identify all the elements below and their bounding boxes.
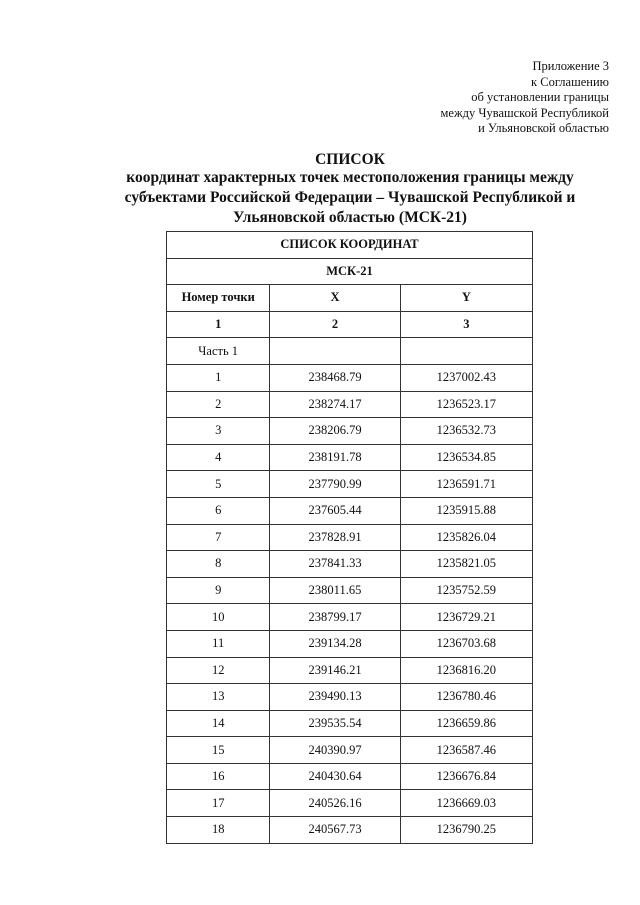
y-coordinate-cell: 1236676.84	[400, 763, 532, 790]
point-number-cell: 6	[167, 497, 270, 524]
x-coordinate-cell: 237841.33	[270, 551, 400, 578]
point-number-cell: 3	[167, 418, 270, 445]
x-coordinate-cell: 239490.13	[270, 684, 400, 711]
table-row	[167, 551, 533, 578]
point-number-cell: 7	[167, 524, 270, 551]
coordinate-system: МСК-21	[167, 258, 533, 285]
y-coordinate-cell: 1236780.46	[400, 684, 532, 711]
column-number: 1	[167, 311, 270, 338]
y-coordinate-cell: 1235821.05	[400, 551, 532, 578]
table-heading: СПИСОК КООРДИНАТ	[167, 232, 533, 259]
y-coordinate-cell: 1236591.71	[400, 471, 532, 498]
point-number-cell: 11	[167, 630, 270, 657]
coordinates-table	[166, 231, 533, 844]
point-number-cell: 1	[167, 364, 270, 391]
table-row	[167, 763, 533, 790]
point-number-cell: 18	[167, 817, 270, 844]
table-row	[167, 604, 533, 631]
table-row	[167, 710, 533, 737]
point-number-cell: 9	[167, 577, 270, 604]
table-row	[167, 790, 533, 817]
table-row	[167, 444, 533, 471]
x-coordinate-cell: 239134.28	[270, 630, 400, 657]
x-coordinate-cell: 240567.73	[270, 817, 400, 844]
x-coordinate-cell: 237828.91	[270, 524, 400, 551]
table-row	[167, 364, 533, 391]
x-coordinate-cell: 239535.54	[270, 710, 400, 737]
table-row	[167, 497, 533, 524]
table-row	[167, 391, 533, 418]
table-row	[167, 418, 533, 445]
subtitle-line: координат характерных точек местоположения границы между	[126, 169, 574, 186]
x-coordinate-cell: 240526.16	[270, 790, 400, 817]
annex-line: между Чувашской Республикой	[440, 105, 609, 120]
x-coordinate-cell: 238011.65	[270, 577, 400, 604]
table-row	[167, 577, 533, 604]
table-row	[167, 657, 533, 684]
x-coordinate-cell: 237605.44	[270, 497, 400, 524]
y-coordinate-cell: 1235752.59	[400, 577, 532, 604]
y-coordinate-cell: 1236659.86	[400, 710, 532, 737]
x-coordinate-cell: 240430.64	[270, 763, 400, 790]
annex-line: к Соглашению	[531, 74, 609, 89]
document-subtitle	[100, 168, 600, 228]
point-number-cell: 5	[167, 471, 270, 498]
y-coordinate-cell: 1236587.46	[400, 737, 532, 764]
y-coordinate-cell: 1235826.04	[400, 524, 532, 551]
y-coordinate-cell: 1236669.03	[400, 790, 532, 817]
subtitle-line: субъектами Российской Федерации – Чувашской Республикой и	[124, 189, 576, 206]
column-number: 2	[270, 311, 400, 338]
point-number-cell: 8	[167, 551, 270, 578]
empty-cell	[400, 338, 532, 365]
point-number-cell: 15	[167, 737, 270, 764]
column-header-y: Y	[400, 285, 532, 312]
column-header-x: X	[270, 285, 400, 312]
document-title: СПИСОК	[315, 151, 385, 168]
x-coordinate-cell: 238206.79	[270, 418, 400, 445]
table-row	[167, 684, 533, 711]
point-number-cell: 17	[167, 790, 270, 817]
column-number: 3	[400, 311, 532, 338]
y-coordinate-cell: 1236534.85	[400, 444, 532, 471]
annex-line: об установлении границы	[471, 90, 609, 104]
table-row	[167, 817, 533, 844]
empty-cell	[270, 338, 400, 365]
x-coordinate-cell: 238191.78	[270, 444, 400, 471]
x-coordinate-cell: 240390.97	[270, 737, 400, 764]
annex-note	[441, 59, 610, 137]
table-row	[167, 737, 533, 764]
part-row	[167, 338, 533, 365]
table-header-row	[167, 285, 533, 312]
x-coordinate-cell: 238799.17	[270, 604, 400, 631]
point-number-cell: 10	[167, 604, 270, 631]
point-number-cell: 14	[167, 710, 270, 737]
table-row	[167, 630, 533, 657]
point-number-cell: 12	[167, 657, 270, 684]
y-coordinate-cell: 1237002.43	[400, 364, 532, 391]
y-coordinate-cell: 1236703.68	[400, 630, 532, 657]
column-header-point: Номер точки	[167, 285, 270, 312]
y-coordinate-cell: 1235915.88	[400, 497, 532, 524]
table-heading-row	[167, 232, 533, 259]
y-coordinate-cell: 1236790.25	[400, 817, 532, 844]
annex-line: Приложение 3	[532, 59, 609, 73]
x-coordinate-cell: 237790.99	[270, 471, 400, 498]
point-number-cell: 4	[167, 444, 270, 471]
table-system-row	[167, 258, 533, 285]
x-coordinate-cell: 238468.79	[270, 364, 400, 391]
y-coordinate-cell: 1236729.21	[400, 604, 532, 631]
point-number-cell: 13	[167, 684, 270, 711]
column-number-row	[167, 311, 533, 338]
y-coordinate-cell: 1236532.73	[400, 418, 532, 445]
table-row	[167, 471, 533, 498]
y-coordinate-cell: 1236523.17	[400, 391, 532, 418]
part-label: Часть 1	[167, 338, 270, 365]
x-coordinate-cell: 239146.21	[270, 657, 400, 684]
y-coordinate-cell: 1236816.20	[400, 657, 532, 684]
subtitle-line: Ульяновской областью (МСК-21)	[233, 209, 467, 226]
annex-line: и Ульяновской областью	[478, 121, 609, 135]
point-number-cell: 2	[167, 391, 270, 418]
point-number-cell: 16	[167, 763, 270, 790]
table-row	[167, 524, 533, 551]
x-coordinate-cell: 238274.17	[270, 391, 400, 418]
